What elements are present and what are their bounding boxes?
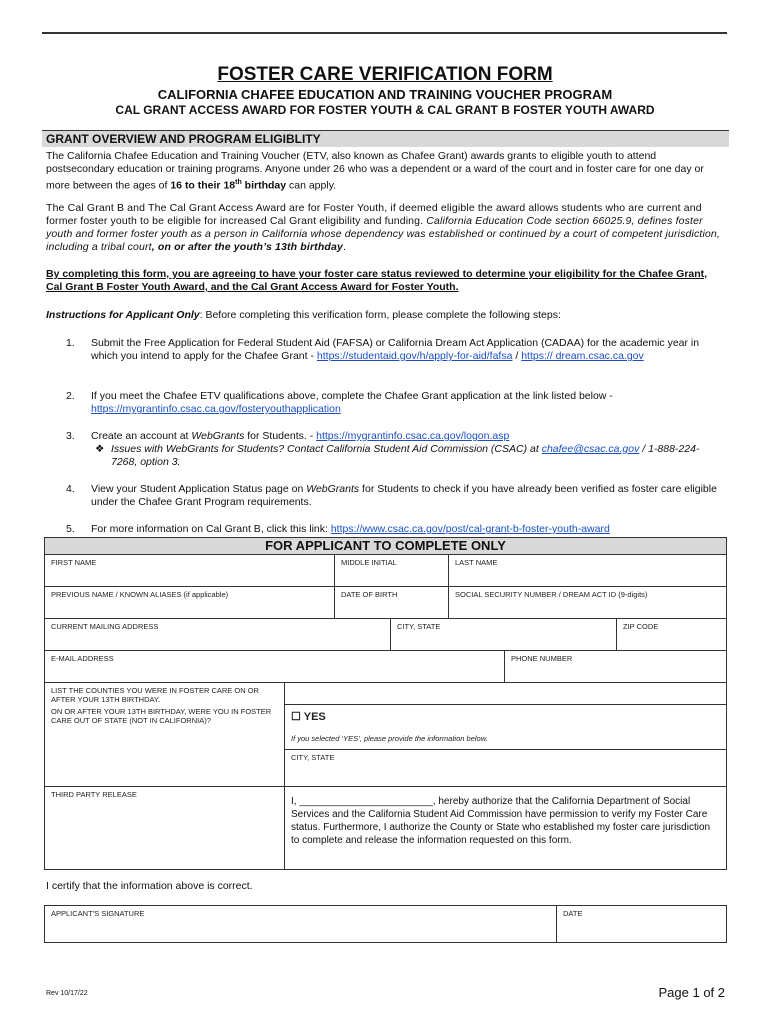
step-text — [91, 337, 721, 363]
p2-bold: , on or after the youth’s 13th birthday — [151, 241, 343, 253]
overview-paragraph-chafee — [46, 150, 726, 193]
form-subtitle-program: CALIFORNIA CHAFEE EDUCATION AND TRAINING VOUCHER PROGRAM — [157, 87, 613, 102]
step-text — [91, 523, 731, 536]
applicant-form-table — [44, 537, 727, 870]
signature-field[interactable] — [45, 906, 557, 942]
field-label: LIST THE COUNTIES YOU WERE IN FOSTER CARE ON OR AFTER YOUR 13TH BIRTHDAY. — [51, 686, 259, 704]
p2-end: . — [342, 241, 347, 253]
date-field[interactable] — [557, 906, 726, 942]
top-rule — [42, 32, 727, 34]
field-label: LAST NAME — [455, 558, 498, 567]
city-state-field[interactable] — [391, 619, 617, 651]
instructions-line — [46, 309, 726, 322]
revision-date: Rev 10/17/22 — [46, 990, 88, 997]
field-label: ZIP CODE — [623, 622, 659, 631]
step-4 — [46, 483, 726, 511]
step-3 — [46, 430, 726, 470]
field-label: CITY, STATE — [397, 622, 441, 631]
out-of-state-label — [45, 705, 285, 787]
field-label: CURRENT MAILING ADDRESS — [51, 622, 159, 631]
step-2-text: If you meet the Chafee ETV qualifications above, complete the Chafee Grant application at the link listed below - — [91, 390, 613, 402]
middle-initial-field[interactable] — [335, 555, 449, 587]
field-label: PREVIOUS NAME / KNOWN ALIASES (if applicable) — [51, 590, 229, 599]
p1-end: can apply. — [286, 179, 337, 192]
field-label: THIRD PARTY RELEASE — [51, 790, 137, 799]
step-3-text-b: for Students. - — [244, 430, 317, 442]
last-name-field[interactable] — [449, 555, 726, 587]
p1-text: The California Chafee Education and Training Voucher (ETV, also known as Chafee Grant) awards grants to eligible youth to attend postsecondary education or training programs. Anyone under 26 who was a dependent or a ward of the court and in foster care for one day or more between the ages of — [46, 150, 704, 192]
checkbox-icon[interactable]: ☐ — [291, 711, 301, 723]
step-4-text: View your Student Application Status page on — [91, 483, 307, 495]
step-1-text: Submit the Free Application for Federal Student Aid (FAFSA) or California Dream Act Application (CADAA) for the academic year in which you intend to apply for the Chafee Grant - — [91, 337, 700, 362]
step-number: 1. — [66, 337, 75, 349]
counties-label — [45, 683, 285, 705]
webgrants-italic: WebGrants — [191, 430, 245, 442]
p2-italic: California Education Code section 66025.9, defines foster youth and former foster youth as a person in California whose dependency was established or continued by a court of competent jurisdiction, including a tribal court — [46, 215, 720, 253]
p1-sup: th — [235, 179, 242, 186]
field-label: PHONE NUMBER — [511, 654, 573, 663]
release-text: I, ________________________, hereby authorize that the California Department of Social Services and the California Student Aid Commission have permission to verify my Foster Care status. Furthermore, I authorize the County or State who established my foster care jurisdiction to complete and release the information requested on this form. — [291, 796, 711, 846]
overview-paragraph-calgrant — [46, 202, 726, 254]
field-label: MIDDLE INITIAL — [341, 558, 397, 567]
agreement-statement: By completing this form, you are agreeing to have your foster care status reviewed to determine your eligibility for the Chafee Grant, Cal Grant B Foster Youth Award, and the Cal Grant Access Award for Foster Youth. — [46, 268, 708, 293]
step-number: 2. — [66, 390, 75, 402]
out-of-state-city-field[interactable] — [285, 750, 726, 787]
mailing-address-field[interactable] — [45, 619, 391, 651]
fafsa-link[interactable]: https://studentaid.gov/h/apply-for-aid/fafsa — [316, 350, 513, 362]
field-label: ON OR AFTER YOUR 13TH BIRTHDAY, WERE YOU IN FOSTER CARE OUT OF STATE (NOT IN CALIFORNIA)? — [51, 707, 272, 725]
webgrants-logon-link[interactable]: https://mygrantinfo.csac.ca.gov/logon.asp — [316, 430, 510, 442]
help-phone: / 1-888-224-7268, option 3. — [111, 443, 700, 468]
step-text — [91, 390, 721, 416]
page-number: Page 1 of 2 — [658, 985, 725, 1000]
p1-bold: 16 to their 18 — [170, 179, 236, 192]
yes-option[interactable] — [291, 710, 720, 723]
foster-youth-application-link[interactable]: https://mygrantinfo.csac.ca.gov/fosteryouthapplication — [91, 403, 341, 415]
counties-input[interactable] — [285, 683, 726, 705]
zip-code-field[interactable] — [617, 619, 726, 651]
field-label: SOCIAL SECURITY NUMBER / DREAM ACT ID (9-digits) — [455, 590, 648, 599]
step-number: 3. — [66, 430, 75, 442]
email-field[interactable] — [45, 651, 505, 683]
p1-bold2: birthday — [241, 179, 287, 192]
third-party-release-label — [45, 787, 285, 869]
certification-statement: I certify that the information above is correct. — [46, 880, 253, 892]
field-label: CITY, STATE — [291, 753, 335, 762]
field-label: APPLICANT'S SIGNATURE — [51, 909, 145, 918]
instructions-label: Instructions for Applicant Only — [46, 309, 200, 321]
cal-grant-b-link[interactable]: https://www.csac.ca.gov/post/cal-grant-b-foster-youth-award — [330, 523, 610, 535]
first-name-field[interactable] — [45, 555, 335, 587]
phone-field[interactable] — [505, 651, 726, 683]
step-number: 5. — [66, 523, 75, 535]
step-2 — [46, 390, 726, 418]
chafee-email-link[interactable]: chafee@csac.ca.gov — [541, 443, 640, 455]
ssn-field[interactable] — [449, 587, 726, 619]
date-of-birth-field[interactable] — [335, 587, 449, 619]
step-number: 4. — [66, 483, 75, 495]
step-text — [91, 483, 721, 509]
overview-heading: GRANT OVERVIEW AND PROGRAM ELIGIBLITY — [42, 130, 729, 147]
yes-label: YES — [303, 711, 326, 723]
dream-act-link[interactable]: https:// dream.csac.ca.gov — [521, 350, 644, 362]
step-1 — [46, 337, 726, 377]
third-party-release-statement[interactable] — [285, 787, 726, 869]
form-subtitle-awards: CAL GRANT ACCESS AWARD FOR FOSTER YOUTH & CAL GRANT B FOSTER YOUTH AWARD — [115, 103, 655, 117]
yes-instruction: If you selected ‘YES’, please provide the information below. — [291, 734, 488, 743]
webgrants-help-bullet — [95, 443, 711, 469]
field-label: FIRST NAME — [51, 558, 97, 567]
field-label: E-MAIL ADDRESS — [51, 654, 114, 663]
field-label: DATE OF BIRTH — [341, 590, 398, 599]
p2-text: The Cal Grant B and The Cal Grant Access Award are for Foster Youth, if deemed eligible the award allows students who are current and former foster youth to be eligible for increased Cal Grant eligibility and funding. — [46, 202, 702, 227]
step-text — [91, 430, 721, 443]
step-5 — [46, 523, 726, 537]
field-label: DATE — [563, 909, 583, 918]
previous-name-field[interactable] — [45, 587, 335, 619]
instructions-text: : Before completing this verification form, please complete the following steps: — [199, 309, 561, 321]
form-title: FOSTER CARE VERIFICATION FORM — [217, 64, 553, 85]
out-of-state-answer — [285, 705, 726, 750]
step-3-text: Create an account at — [91, 430, 192, 442]
help-text: Issues with WebGrants for Students? Contact California Student Aid Commission (CSAC) at — [111, 443, 542, 455]
webgrants-italic: WebGrants — [306, 483, 360, 495]
link-separator: / — [512, 350, 522, 362]
step-4-text-b: for Students to check if you have already been verified as foster care eligible under the Chafee Grant Program requirements. — [91, 483, 717, 508]
diamond-bullet-icon: ❖ — [95, 443, 105, 455]
signature-row — [44, 905, 727, 943]
applicant-section-heading: FOR APPLICANT TO COMPLETE ONLY — [45, 538, 726, 555]
step-5-text: For more information on Cal Grant B, click this link: — [91, 523, 331, 535]
